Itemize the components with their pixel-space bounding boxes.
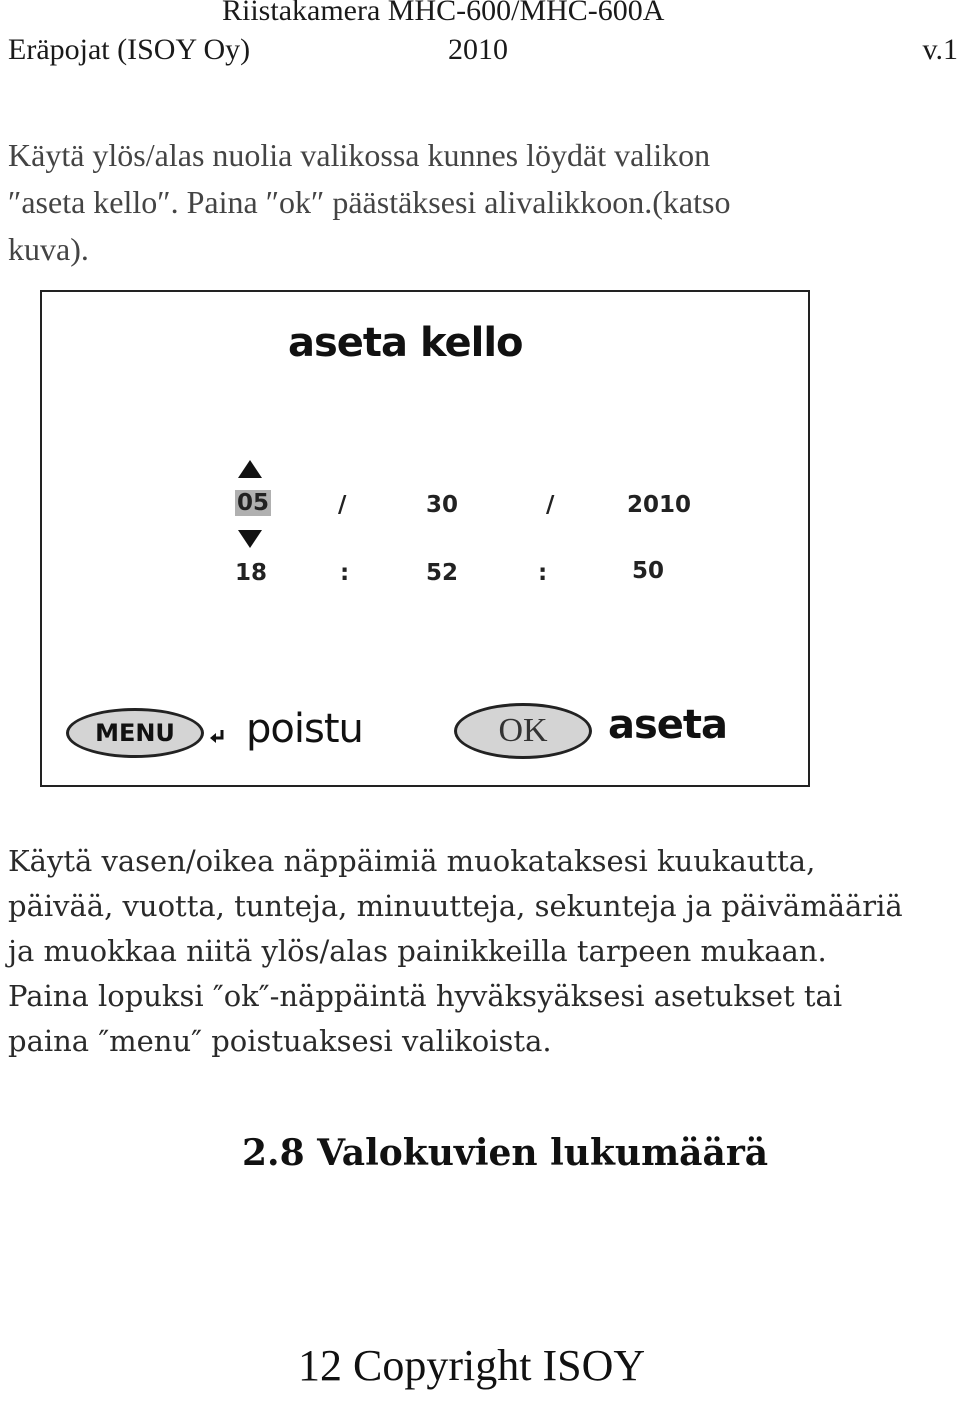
instructions-line: paina ″menu″ poistuaksesi valikoista. <box>8 1024 552 1058</box>
instructions-line: Paina lopuksi ″ok″-näppäintä hyväksyäksesi asetukset tai <box>8 979 843 1013</box>
document-model-header: Riistakamera MHC-600/MHC-600A <box>222 0 665 27</box>
arrow-down-icon[interactable] <box>238 530 262 548</box>
ok-button[interactable]: OK <box>454 703 592 759</box>
instructions-line: ja muokkaa niitä ylös/alas painikkeilla tarpeen mukaan. <box>8 934 827 968</box>
arrow-up-icon[interactable] <box>238 460 262 478</box>
screen-title: aseta kello <box>288 320 523 366</box>
time-separator: : <box>340 560 350 586</box>
year-field[interactable]: 2010 <box>627 492 692 518</box>
intro-line: kuva). <box>8 231 89 267</box>
document-version-header: v.1 <box>922 33 958 66</box>
intro-paragraph <box>8 132 958 273</box>
hour-field[interactable]: 18 <box>235 560 268 586</box>
menu-action-label: poistu <box>246 706 363 752</box>
day-field[interactable]: 30 <box>426 492 459 518</box>
date-separator: / <box>338 492 347 518</box>
page-footer: 12 Copyright ISOY <box>298 1341 646 1390</box>
date-separator: / <box>546 492 555 518</box>
time-separator: : <box>538 560 548 586</box>
second-field[interactable]: 50 <box>632 558 665 584</box>
month-field[interactable]: 05 <box>237 490 270 516</box>
instructions-line: Käytä vasen/oikea näppäimiä muokataksesi kuukautta, <box>8 844 816 878</box>
clock-settings-screen <box>40 290 810 787</box>
document-company-header: Eräpojat (ISOY Oy) <box>8 33 251 66</box>
minute-field[interactable]: 52 <box>426 560 459 586</box>
section-heading: 2.8 Valokuvien lukumäärä <box>242 1132 769 1174</box>
instructions-line: päivää, vuotta, tunteja, minuutteja, sekunteja ja päivämääriä <box>8 889 903 923</box>
menu-button[interactable]: MENU <box>66 708 204 758</box>
return-icon <box>210 730 226 744</box>
ok-action-label: aseta <box>608 702 728 748</box>
document-year-header: 2010 <box>448 33 508 66</box>
intro-line: ″aseta kello″. Paina ″ok″ päästäksesi alivalikkoon.(katso <box>8 184 731 220</box>
intro-line: Käytä ylös/alas nuolia valikossa kunnes löydät valikon <box>8 137 711 173</box>
instructions-paragraph <box>8 839 960 1064</box>
